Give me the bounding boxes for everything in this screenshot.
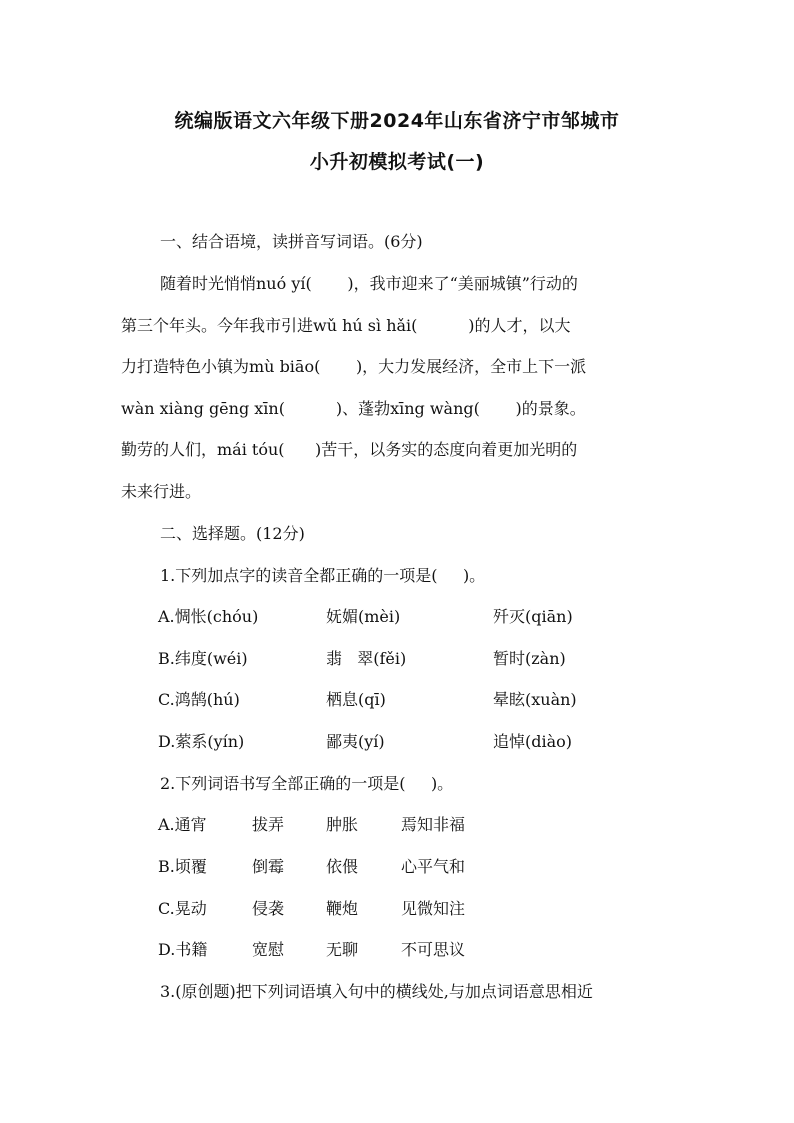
- q1-option-a-word3: 歼灭(qiān): [493, 607, 573, 626]
- q1-option-d-word3: 追悼(diào): [493, 732, 573, 751]
- section1-line: 随着时光悄悄nuó yí( )，我市迎来了“美丽城镇”行动的: [160, 274, 578, 293]
- section2-heading: 二、选择题。(12分): [160, 524, 305, 543]
- q2-option-d-word2: 宽慰: [252, 940, 285, 959]
- q2-option-a-word4: 焉知非福: [401, 815, 466, 834]
- q2-option-c-word3: 鞭炮: [326, 899, 359, 918]
- document-title-line1: 统编版语文六年级下册2024年山东省济宁市邹城市: [174, 110, 620, 132]
- section1-line: 未来行进。: [121, 482, 202, 501]
- question1-stem: 1.下列加点字的读音全都正确的一项是( )。: [160, 566, 486, 585]
- q1-option-a-word2: 妩媚(mèi): [326, 607, 401, 626]
- section1-line: 力打造特色小镇为mù biāo( )，大力发展经济，全市上下一派: [121, 357, 587, 376]
- q2-option-b-word1: B.顷覆: [158, 857, 207, 876]
- q2-option-b-word4: 心平气和: [401, 857, 466, 876]
- q1-option-b-word2: 翡 翠(fěi): [326, 649, 407, 668]
- question2-stem: 2.下列词语书写全部正确的一项是( )。: [160, 774, 454, 793]
- q1-option-c-word3: 晕眩(xuàn): [493, 690, 577, 709]
- section1-heading: 一、结合语境，读拼音写词语。(6分): [160, 232, 423, 251]
- q2-option-b-word2: 倒霉: [252, 857, 285, 876]
- q2-option-c-word1: C.晃动: [158, 899, 207, 918]
- question3-stem: 3.(原创题)把下列词语填入句中的横线处,与加点词语意思相近: [160, 982, 593, 1001]
- q2-option-d-word4: 不可思议: [401, 940, 466, 959]
- q2-option-a-word2: 拔弄: [252, 815, 285, 834]
- section1-line: 勤劳的人们，mái tóu( )苦干，以务实的态度向着更加光明的: [121, 440, 578, 459]
- q2-option-a-word1: A.通宵: [158, 815, 207, 834]
- section1-line: 第三个年头。今年我市引进wǔ hú sì hǎi( )的人才，以大: [121, 316, 571, 335]
- q1-option-c-word1: C.鸿鹄(hú): [158, 690, 240, 709]
- q2-option-c-word2: 侵袭: [252, 899, 285, 918]
- q2-option-d-word1: D.书籍: [158, 940, 208, 959]
- q2-option-c-word4: 见微知注: [401, 899, 466, 918]
- section1-line: wàn xiàng gēng xīn( )、蓬勃xīng wàng( )的景象。: [121, 399, 586, 418]
- document-title-line2: 小升初模拟考试(一): [309, 151, 485, 173]
- q1-option-b-word1: B.纬度(wéi): [158, 649, 248, 668]
- q2-option-b-word3: 依偎: [326, 857, 359, 876]
- q1-option-d-word2: 鄙夷(yí): [326, 732, 385, 751]
- q1-option-a-word1: A.惆怅(chóu): [158, 607, 259, 626]
- q2-option-d-word3: 无聊: [326, 940, 359, 959]
- q1-option-d-word1: D.萦系(yín): [158, 732, 245, 751]
- q2-option-a-word3: 肿胀: [326, 815, 359, 834]
- q1-option-b-word3: 暂时(zàn): [493, 649, 566, 668]
- q1-option-c-word2: 栖息(qī): [326, 690, 386, 709]
